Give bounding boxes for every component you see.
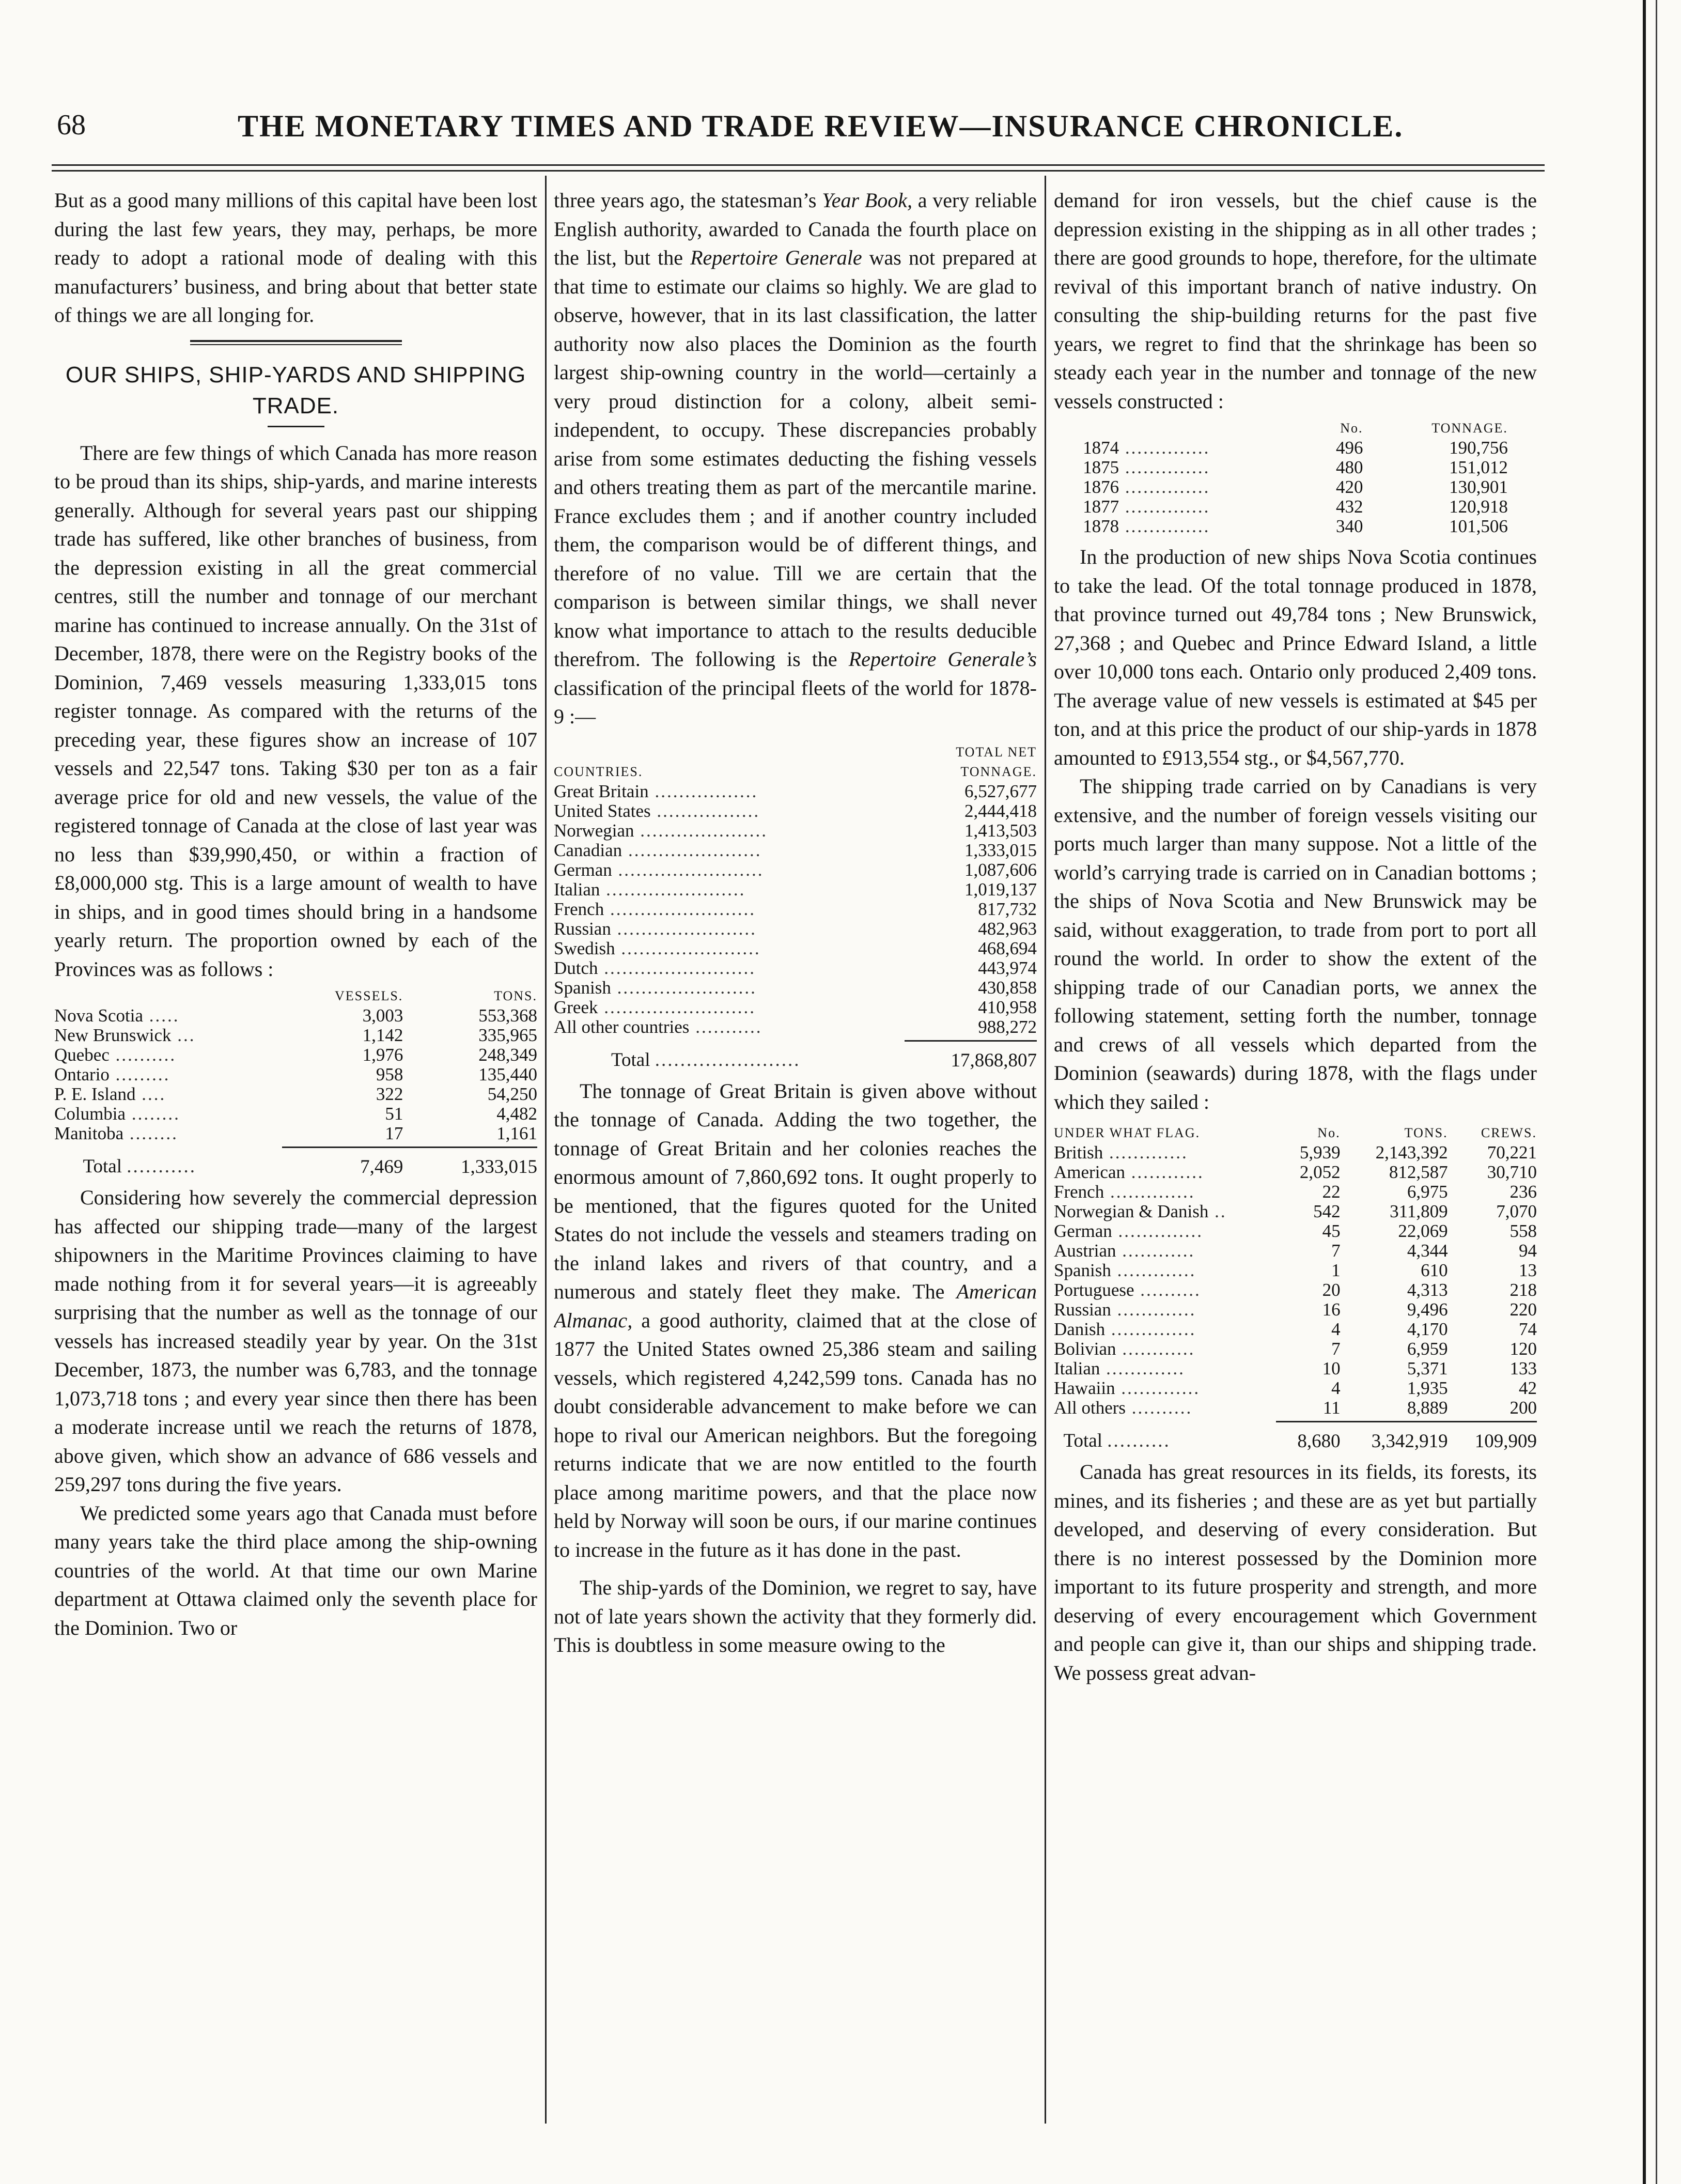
row-label: Nova Scotia [54,1006,144,1026]
column-divider [1045,176,1046,2124]
row-label-cell [1054,1359,1276,1378]
paragraph: In the production of new ships Nova Scotia continues to take the lead. Of the total tonnage produced in 1878, that province turned out 49,784 tons ; New Brunswick, 27,368 ; and Quebec and Prince Edward Island, a little over 10,000 tons each. Ontario only produced 2,409 tons. The average value of new vessels is estimated at $45 per ton, and at this price the product of our ship-yards in 1878 amounted to £913,554 stg., or $4,567,770. [1054,545,1537,769]
cell-crews: 74 [1519,1319,1537,1339]
row-label-cell [554,998,905,1017]
leader-dots: .............. [1119,517,1210,536]
cell-no: 480 [1335,457,1363,477]
row-label-cell [554,801,905,821]
leader-dots: .......... [1126,1398,1193,1418]
leader-dots: ............. [1111,1261,1196,1280]
cell-no: 4 [1331,1378,1341,1398]
table-row [54,1104,537,1124]
row-label-cell [54,1045,282,1065]
row-label: Great Britain [554,781,649,801]
total-crews: 109,909 [1474,1431,1537,1452]
cell-vessels: 322 [376,1084,403,1104]
cell-tons: 5,371 [1407,1358,1448,1378]
cell-vessels: 17 [385,1123,403,1143]
cell-tonnage: 988,272 [978,1016,1037,1037]
cell-no: 496 [1335,438,1363,458]
leader-dots: ............. [1103,1143,1188,1163]
leader-dots: ........................ [604,899,756,919]
cell-crews: 133 [1509,1358,1537,1378]
total-tons: 1,333,015 [461,1156,537,1178]
cell-no: 420 [1335,477,1363,497]
cell-tonnage: 410,958 [978,997,1037,1017]
row-label: British [1054,1143,1103,1163]
row-label-cell [54,1104,282,1124]
cell-tonnage: 130,901 [1449,477,1508,497]
total-tonnage: 17,868,807 [951,1049,1037,1071]
cell-tons: 812,587 [1389,1162,1448,1182]
cell-tons: 553,368 [478,1005,537,1026]
cell-no: 10 [1322,1358,1341,1378]
leader-dots: .............. [1104,1182,1195,1202]
cell-tons: 4,482 [496,1104,537,1124]
paragraph: There are few things of which Canada has more reason to be proud than its ships, ship-yards, and marine interests generally. Although for several years past our shipping trade has suffered, like other branches of business, from the depression existing in all the great commercial centres, still the number and tonnage of our merchant marine has continued to increase annually. On the 31st of December, 1878, there were on the Registry books of the Dominion, 7,469 vessels measuring 1,333,015 tons register tonnage. As compared with the returns of the preceding year, these figures show an increase of 107 vessels and 22,547 tons. Taking $30 per ton as a fair average price for old and new vessels, the value of the registered tonnage of Canada at the close of last year was no less than $39,990,450, or within a fraction of £8,000,000 stg. This is a large amount of wealth to have in ships, and in good times should bring in a handsome yearly return. The proportion owned by each of the Provinces was as follows : [54,441,537,981]
table-row [1054,1339,1537,1359]
column-3 [1054,186,1537,2139]
leader-dots: ........ [123,1124,178,1143]
table-row [1054,1320,1537,1339]
leader-dots: ...................... [622,840,762,860]
row-label: Ontario [54,1065,110,1085]
paragraph: The tonnage of Great Britain is given above without the tonnage of Canada. Adding the two together, the tonnage of Great Britain and her colonies reaches the enormous amount of 7,860,692 tons. It ought properly to be mentioned, that the figures quoted for the United States do not include the vessels and steamers trading on the inland lakes and rivers of that country, and a numerous and stately fleet they make. The American Almanac, a good authority, claimed that at the close of 1877 the United States owned 25,386 steam and sailing vessels, which registered 4,242,599 tons. Canada has no doubt considerable advancement to make before we can hope to rival our American neighbors. But the foregoing returns indicate that we are now entitled to the fourth place among maritime powers, and that the place now held by Norway will soon be ours, if our marine continues to increase in the future as it has done in the past. [554,1079,1037,1561]
table-row [554,978,1037,998]
row-label-cell [554,919,905,939]
cell-crews: 7,070 [1496,1201,1537,1221]
cell-tonnage: 1,087,606 [964,859,1037,880]
cell-tons: 6,975 [1407,1182,1448,1202]
table-row [54,1026,537,1045]
page-number: 68 [57,109,86,141]
table-row [554,919,1037,939]
table-header-cell [54,986,282,1006]
leader-dots: .............. [1119,438,1210,458]
total-label: Total .......... [1063,1430,1171,1452]
flags-table [1054,1123,1537,1451]
cell-tons: 54,250 [487,1084,537,1104]
cell-tons: 610 [1421,1260,1448,1280]
row-label: German [1054,1221,1112,1241]
cell-tons: 1,935 [1407,1378,1448,1398]
row-label-cell [1054,1398,1276,1418]
table-header-cell: TONNAGE. [960,764,1037,779]
cell-tonnage: 6,527,677 [964,781,1037,801]
table-row [554,998,1037,1017]
cell-tonnage: 2,444,418 [964,800,1037,821]
row-label-cell [554,900,905,919]
row-label: 1876 [1083,477,1119,497]
cell-crews: 30,710 [1487,1162,1537,1182]
leader-dots: ............. [1111,1300,1196,1320]
table-row [1054,1378,1537,1398]
leader-dots: ....................... [600,879,746,900]
row-label-cell [554,880,905,900]
table-header-cell: CREWS. [1481,1125,1537,1140]
total-tons: 3,342,919 [1371,1431,1448,1452]
row-label-cell [1054,1261,1276,1280]
leader-dots: ............ [1116,1241,1195,1261]
row-label: Dutch [554,958,598,978]
row-label: 1878 [1083,517,1119,536]
row-label-cell [1083,438,1303,458]
cell-tons: 248,349 [478,1045,537,1065]
paragraph: demand for iron vessels, but the chief cause is the depression existing in the shipping as in all other trades ; there are good grounds to hope, therefore, for the ultimate revival of this important branch of native industry. On consulting the ship-building returns for the past five years, we regret to find that the shrinkage has been so steady each year in the number and tonnage of the new vessels constructed : [1054,189,1537,413]
leader-dots: ..................... [634,820,768,841]
table-row [1054,1202,1537,1221]
table-total-row [1054,1422,1537,1452]
row-label: Norwegian [554,820,634,841]
cell-no: 542 [1313,1201,1341,1221]
row-label-cell [1054,1202,1276,1221]
row-label-cell [1054,1339,1276,1359]
leader-dots: ........ [126,1104,180,1124]
row-label: 1875 [1083,458,1119,477]
row-label-cell [554,978,905,998]
row-label: Italian [1054,1359,1100,1378]
row-label-cell [554,958,905,978]
table-header-cell: TONS. [1404,1125,1448,1140]
leader-dots: ......................... [598,958,756,978]
cell-crews: 120 [1509,1339,1537,1359]
row-label-cell [54,1085,282,1104]
intro-paragraph: But as a good many millions of this capital have been lost during the last few years, they may, perhaps, be more ready to adopt a rational mode of dealing with this manufacturers’ business, and bring about that better state of things we are all longing for. [54,189,537,327]
row-label: Hawaiin [1054,1378,1115,1398]
cell-vessels: 1,976 [362,1045,403,1065]
leader-dots: ... [171,1026,196,1045]
row-label-cell [554,841,905,860]
row-label: New Brunswick [54,1026,172,1045]
row-label: Russian [554,919,611,939]
leader-dots: .... [135,1085,166,1104]
table-header-cell: UNDER WHAT FLAG. [1054,1125,1201,1140]
page-header [52,103,1545,160]
row-label: German [554,860,612,880]
row-label-cell [54,1026,282,1045]
cell-crews: 220 [1509,1299,1537,1320]
table-row [1083,458,1508,477]
table-header-cell: TONNAGE. [1431,421,1508,436]
row-label: Norwegian & Danish [1054,1202,1209,1221]
table-row [1054,1261,1537,1280]
table-row [1083,497,1508,517]
row-label: American [1054,1163,1125,1182]
leader-dots: ....................... [615,938,761,958]
cell-tons: 1,161 [496,1123,537,1143]
row-label-cell [554,821,905,841]
row-label: Italian [554,879,600,900]
shipbuilding-table [1083,419,1508,536]
paragraph: Considering how severely the commercial depression has affected our shipping trade—many of the largest shipowners in the Maritime Provinces claiming to have made nothing from it for several years—it is agreeably surprising that the number as well as the tonnage of our vessels has increased steadily year by year. On the 31st December, 1873, the number was 6,783, and the tonnage 1,073,718 tons ; and every year since then there has been a moderate increase until we reach the returns of 1878, above given, which show an advance of 686 vessels and 259,297 tons during the five years. [54,1186,537,1496]
row-label: Greek [554,997,598,1017]
countries-table [554,742,1037,1071]
row-label-cell [54,1124,282,1143]
row-label-cell [1054,1280,1276,1300]
row-label: Portuguese [1054,1280,1134,1300]
cell-tonnage: 468,694 [978,938,1037,958]
cell-tonnage: 151,012 [1449,457,1508,477]
leader-dots: ....................... [611,978,757,998]
row-label: Bolivian [1054,1339,1116,1359]
leader-dots: .............. [1119,477,1210,497]
heading-rule [268,426,324,427]
column-2 [554,186,1037,2139]
table-row [1054,1398,1537,1418]
table-row [554,880,1037,900]
table-row [1054,1163,1537,1182]
row-label: United States [554,801,651,821]
leader-dots: ................. [650,801,760,821]
cell-tons: 135,440 [478,1064,537,1085]
cell-crews: 70,221 [1487,1142,1537,1163]
leader-dots: ............ [1125,1163,1204,1182]
table-header-cell: COUNTRIES. [554,764,643,779]
table-row [1054,1300,1537,1320]
table-header-cell: TONS. [494,988,537,1003]
leader-dots: .............. [1105,1320,1196,1339]
table-header-cell: TOTAL NET [956,744,1037,760]
table-header-cell: No. [1317,1125,1341,1140]
row-label: Danish [1054,1320,1106,1339]
cell-tons: 311,809 [1390,1201,1448,1221]
table-header-row [554,762,1037,782]
row-label: All other countries [554,1017,690,1037]
table-header-row [554,742,1037,762]
row-label-cell [1054,1300,1276,1320]
leader-dots: ............. [1115,1378,1201,1398]
table-row [1054,1221,1537,1241]
table-header-row [54,986,537,1006]
table-row [1054,1241,1537,1261]
cell-tons: 9,496 [1407,1299,1448,1320]
cell-tonnage: 1,413,503 [964,820,1037,841]
total-label: Total ........... [83,1156,196,1178]
table-header-row [1083,419,1508,438]
row-label-cell [1054,1378,1276,1398]
leader-dots: .............. [1119,458,1210,477]
row-label: All others [1054,1398,1126,1418]
cell-no: 45 [1322,1221,1341,1241]
cell-no: 432 [1335,497,1363,517]
row-label-cell [554,939,905,958]
cell-no: 7 [1331,1339,1341,1359]
total-vessels: 7,469 [360,1156,403,1178]
table-row [1083,438,1508,458]
table-row [54,1006,537,1026]
row-label-cell [54,1065,282,1085]
table-row [1054,1280,1537,1300]
paragraph: three years ago, the statesman’s Year Book, a very reliable English authority, awarded to Canada the fourth place on the list, but the Repertoire Generale was not prepared at that time to estimate our claims so highly. We are glad to observe, however, that in its last classification, the latter authority now also places the Dominion as the fourth largest ship-owning country in the world—certainly a very proud distinction for a colony, albeit semi-independent, to occupy. These discrepancies probably arise from some estimates deducting the fishing vessels and others treating them as part of the mercantile marine. France excludes them ; and if another country included them, the comparison would be of different things, and therefore of no value. Till we are certain that the comparison is between similar things, we shall never know what importance to attach to the results deducible therefrom. The following is the Repertoire Generale’s classification of the principal fleets of the world for 1878-9 :— [554,189,1037,728]
leader-dots: .............. [1112,1221,1203,1241]
table-header-row [1054,1123,1537,1143]
cell-no: 2,052 [1299,1162,1341,1182]
paragraph: The ship-yards of the Dominion, we regret to say, have not of late years shown the activity that they formerly did. This is doubtless in some measure owing to the [554,1576,1037,1656]
cell-crews: 236 [1509,1182,1537,1202]
cell-tons: 4,313 [1407,1280,1448,1300]
table-row [1054,1182,1537,1202]
leader-dots: .......... [109,1045,177,1065]
table-row [554,900,1037,919]
cell-crews: 200 [1509,1398,1537,1418]
leader-dots: ......... [109,1065,170,1085]
table-row [554,801,1037,821]
leader-dots: ............ [1116,1339,1195,1359]
row-label: Spanish [1054,1261,1111,1280]
total-label: Total ....................... [611,1049,801,1071]
total-no: 8,680 [1297,1431,1341,1452]
cell-tonnage: 1,019,137 [964,879,1037,900]
cell-crews: 218 [1509,1280,1537,1300]
row-label-cell [1083,497,1303,517]
row-label-cell [1054,1241,1276,1261]
row-label-cell [1083,517,1303,536]
table-row [554,841,1037,860]
leader-dots: ..... [143,1006,180,1026]
leader-dots: ........... [689,1017,762,1037]
cell-no: 11 [1322,1398,1341,1418]
cell-no: 4 [1331,1319,1341,1339]
page-edge-line-inner [1656,0,1657,2184]
header-rule [52,164,1545,172]
cell-crews: 42 [1519,1378,1537,1398]
cell-tonnage: 482,963 [978,918,1037,939]
row-label-cell [1083,477,1303,497]
row-label: Canadian [554,840,622,860]
cell-tons: 335,965 [478,1025,537,1045]
row-label: Quebec [54,1045,110,1065]
cell-crews: 13 [1519,1260,1537,1280]
cell-no: 20 [1322,1280,1341,1300]
cell-vessels: 958 [376,1064,403,1085]
running-title: THE MONETARY TIMES AND TRADE REVIEW—INSURANCE CHRONICLE. [238,109,1404,143]
table-row [554,939,1037,958]
table-row [1054,1143,1537,1163]
row-label: French [1054,1182,1104,1202]
table-row [554,782,1037,801]
cell-tons: 6,959 [1407,1339,1448,1359]
row-label: Russian [1054,1300,1111,1320]
row-label-cell [1054,1163,1276,1182]
table-row [554,1017,1037,1037]
cell-no: 22 [1322,1182,1341,1202]
cell-tonnage: 817,732 [978,899,1037,919]
cell-tonnage: 120,918 [1449,497,1508,517]
row-label: P. E. Island [54,1085,136,1104]
row-label-cell [54,1006,282,1026]
table-row [54,1065,537,1085]
paragraph: Canada has great resources in its fields, its forests, its mines, and its fisheries ; and these are as yet but partially developed, and deserving of every consideration. But there is no interest possessed by the Dominion more important to its future prosperity and strength, and more deserving of every encouragement which Government and people can give it, than our ships and shipping trade. We possess great advan- [1054,1460,1537,1684]
leader-dots: ............. [1100,1359,1185,1378]
cell-crews: 94 [1519,1241,1537,1261]
row-label: Columbia [54,1104,126,1124]
row-label: French [554,899,604,919]
leader-dots: ................. [648,781,758,801]
row-label: Swedish [554,938,615,958]
cell-tonnage: 190,756 [1449,438,1508,458]
cell-no: 5,939 [1299,1142,1341,1163]
table-row [54,1045,537,1065]
cell-no: 7 [1331,1241,1341,1261]
cell-tonnage: 443,974 [978,957,1037,978]
cell-tons: 4,170 [1407,1319,1448,1339]
row-label: 1877 [1083,497,1119,517]
row-label-cell [1054,1182,1276,1202]
row-label: Austrian [1054,1241,1116,1261]
article-heading: OUR SHIPS, SHIP-YARDS AND SHIPPING TRADE. [65,362,526,419]
page-edge-line [1643,0,1646,2184]
row-label-cell [554,860,905,880]
table-header-cell: VESSELS. [335,988,403,1003]
row-label: Spanish [554,978,611,998]
cell-tons: 4,344 [1407,1241,1448,1261]
leader-dots: ........................ [612,860,764,880]
table-header-cell: No. [1340,421,1363,436]
row-label-cell [1054,1221,1276,1241]
table-row [1054,1359,1537,1378]
table-row [554,821,1037,841]
column-1 [54,186,537,2139]
table-row [54,1124,537,1143]
row-label: Manitoba [54,1124,124,1143]
cell-crews: 558 [1509,1221,1537,1241]
cell-no: 1 [1331,1260,1341,1280]
leader-dots: .......... [1134,1280,1201,1300]
table-total-row [554,1041,1037,1071]
cell-tonnage: 101,506 [1449,516,1508,536]
paragraph: The shipping trade carried on by Canadians is very extensive, and the number of foreign vessels visiting our ports much larger than many suppose. Not a little of the world’s carrying trade is carried on in Canadian bottoms ; the ships of Nova Scotia and New Brunswick may be said, without exaggeration, to trade from port to port all round the world. In order to show the extent of the shipping trade of our Canadian ports, we annex the following statement, setting forth the number, tonnage and crews of all vessels which departed from the Dominion (seawards) during 1878, with the flags under which they sailed : [1054,775,1537,1113]
row-label: 1874 [1083,438,1119,458]
cell-no: 16 [1322,1299,1341,1320]
cell-vessels: 1,142 [362,1025,403,1045]
column-divider [545,176,547,2124]
ornamental-rule [190,340,402,345]
row-label-cell [1083,458,1303,477]
row-label-cell [1054,1143,1276,1163]
leader-dots: .. [1208,1202,1227,1221]
table-row [1083,517,1508,536]
table-row [54,1085,537,1104]
cell-vessels: 3,003 [362,1005,403,1026]
paragraph: We predicted some years ago that Canada must before many years take the third place among the ship-owning countries of the world. At that time our own Marine department at Ottawa claimed only the seventh place for the Dominion. Two or [54,1501,537,1639]
cell-vessels: 51 [385,1104,403,1124]
row-label-cell [1054,1320,1276,1339]
cell-tons: 2,143,392 [1375,1142,1448,1163]
cell-tons: 8,889 [1407,1398,1448,1418]
leader-dots: ....................... [611,919,757,939]
row-label-cell [554,1017,905,1037]
provinces-table [54,986,537,1177]
leader-dots: .............. [1119,497,1210,517]
table-row [1083,477,1508,497]
cell-tonnage: 1,333,015 [964,840,1037,860]
cell-tons: 22,069 [1398,1221,1448,1241]
table-row [554,860,1037,880]
row-label-cell [554,782,905,801]
leader-dots: ......................... [598,997,756,1017]
cell-no: 340 [1335,516,1363,536]
cell-tonnage: 430,858 [978,977,1037,998]
table-total-row [54,1148,537,1178]
table-row [554,958,1037,978]
